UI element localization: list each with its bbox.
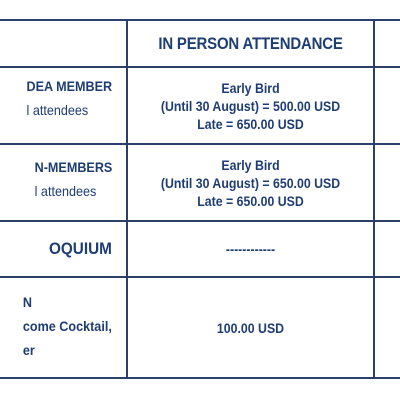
- extra-label-cell: [0, 277, 127, 378]
- header-left-cell: [0, 20, 127, 67]
- colloquium-title: OQUIUM: [49, 239, 112, 258]
- extra-label: [13, 294, 112, 359]
- member-subtitle: l attendees: [26, 102, 89, 118]
- extra-overflow-cell: [374, 277, 400, 378]
- nonmember-subtitle: l attendees: [34, 183, 96, 199]
- table-row: [0, 144, 400, 221]
- colloquium-overflow-cell: [374, 221, 400, 277]
- extra-line-3: er: [23, 342, 35, 358]
- nonmember-label: [26, 159, 112, 200]
- nonmember-price-line-1: Early Bird: [221, 156, 280, 173]
- member-price-cell: [127, 67, 374, 144]
- header-right-cell: [127, 20, 374, 67]
- header-overflow-cell: [374, 20, 400, 67]
- nonmember-overflow-cell: [374, 144, 400, 221]
- extra-line-2: come Cocktail,: [23, 318, 112, 334]
- table-row: [0, 67, 400, 144]
- colloquium-label-cell: [0, 221, 127, 277]
- fee-table: [0, 19, 400, 379]
- member-price-line-3: Late = 650.00 USD: [197, 115, 304, 132]
- member-title: DEA MEMBER: [26, 78, 112, 94]
- nonmember-price-cell: [127, 144, 374, 221]
- extra-price-cell: [127, 277, 374, 378]
- member-label: [17, 78, 112, 119]
- colloquium-label: [42, 239, 112, 259]
- nonmember-label-cell: [0, 144, 127, 221]
- nonmember-price-line-2: (Until 30 August) = 650.00 USD: [160, 174, 341, 191]
- in-person-attendance-heading: IN PERSON ATTENDANCE: [158, 33, 343, 53]
- table-row: [0, 277, 400, 378]
- table-header-row: [0, 20, 400, 67]
- member-overflow-cell: [374, 67, 400, 144]
- nonmember-title: N-MEMBERS: [34, 159, 112, 175]
- member-label-cell: [0, 67, 127, 144]
- member-price-line-1: Early Bird: [221, 79, 280, 96]
- table-row: [0, 221, 400, 277]
- colloquium-price-cell: [127, 221, 374, 277]
- member-price-line-2: (Until 30 August) = 500.00 USD: [160, 97, 341, 114]
- colloquium-price-placeholder: ------------: [225, 241, 276, 257]
- extra-price: 100.00 USD: [216, 319, 285, 336]
- nonmember-price-line-3: Late = 650.00 USD: [197, 192, 304, 209]
- extra-title: N: [23, 294, 33, 310]
